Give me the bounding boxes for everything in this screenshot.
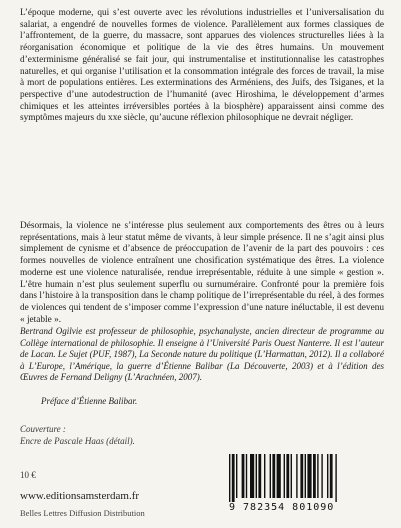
body-paragraph-2: Désormais, la violence ne s’intéresse plus seulement aux comportements des êtres ou à leurs représentations, mais à leur statut même de vivants, à leur simple présence. Il ne s’agit ainsi plus simplement de cynisme et d’absence de préoccupation de l’avenir de la part des pouvoirs : ces formes nouvelles de violence entraînent une chosification systématique des êtres. La violence moderne est une violence naturalisée, rendue irreprésentable, réduite à une simple « gestion ». L’être humain n’est plus seulement superflu ou surnuméraire. Confronté pour la première fois dans l’histoire à la transposition dans le champ politique de l’irreprésentable du réel, à des formes de violences qui tendent de s’imposer comme l’expression d’une nature inéluctable, il est devenu « jetable ».: [20, 221, 384, 325]
barcode-number: 9 782354 801090: [229, 502, 335, 513]
preface-credit: Préface d’Étienne Balibar.: [41, 396, 138, 406]
distribution-line: Belles Lettres Diffusion Distribution: [20, 508, 145, 518]
barcode-bars: [229, 454, 379, 502]
cover-credit-label: Couverture :: [20, 424, 66, 434]
cover-credit: [20, 424, 135, 447]
publisher-website[interactable]: www.editionsamsterdam.fr: [20, 490, 140, 502]
price: 10 €: [20, 470, 36, 480]
barcode: [215, 452, 385, 518]
author-bio: Bertrand Ogilvie est professeur de philosophie, psychanalyste, ancien directeur de programme au Collège international de philosophie. Il enseigne à l’Université Paris Ouest Nanterre. Il est l’auteur de Lacan. Le Sujet (PUF, 1987), La Seconde nature du politique (L’Harmattan, 2012). Il a collaboré à L’Europe, l’Amérique, la guerre d’Étienne Balibar (La Découverte, 2003) et à l’édition des Œuvres de Fernand Deligny (L’Arachnéen, 2007).: [20, 326, 384, 382]
body-paragraph-1: L’époque moderne, qui s’est ouverte avec les révolutions industrielles et l’universalisation du salariat, a engendré de nouvelles formes de violence. Parallèlement aux formes classiques de l’affrontement, de la guerre, du massacre, sont apparues des violences structurelles liées à la réorganisation économique et politique de la vie des êtres humains. Un mouvement d’exterminisme généralisé se fait jour, qui instrumentalise et institutionnalise les catastrophes naturelles, et qui organise l’utilisation et la consommation intégrale des forces de travail, la mise à mort de populations entières. Les exterminations des Arméniens, des Juifs, des Tsiganes, et la perspective d’une autodestruction de l’humanité (avec Hiroshima, le développement d’armes chimiques et les atteintes irréversibles portées à la biosphère) apparaissent ainsi comme des symptômes majeurs du xxe siècle, qu’aucune réflexion philosophique ne devrait négliger.: [20, 8, 384, 124]
cover-credit-value: Encre de Pascale Haas (détail).: [20, 435, 135, 446]
